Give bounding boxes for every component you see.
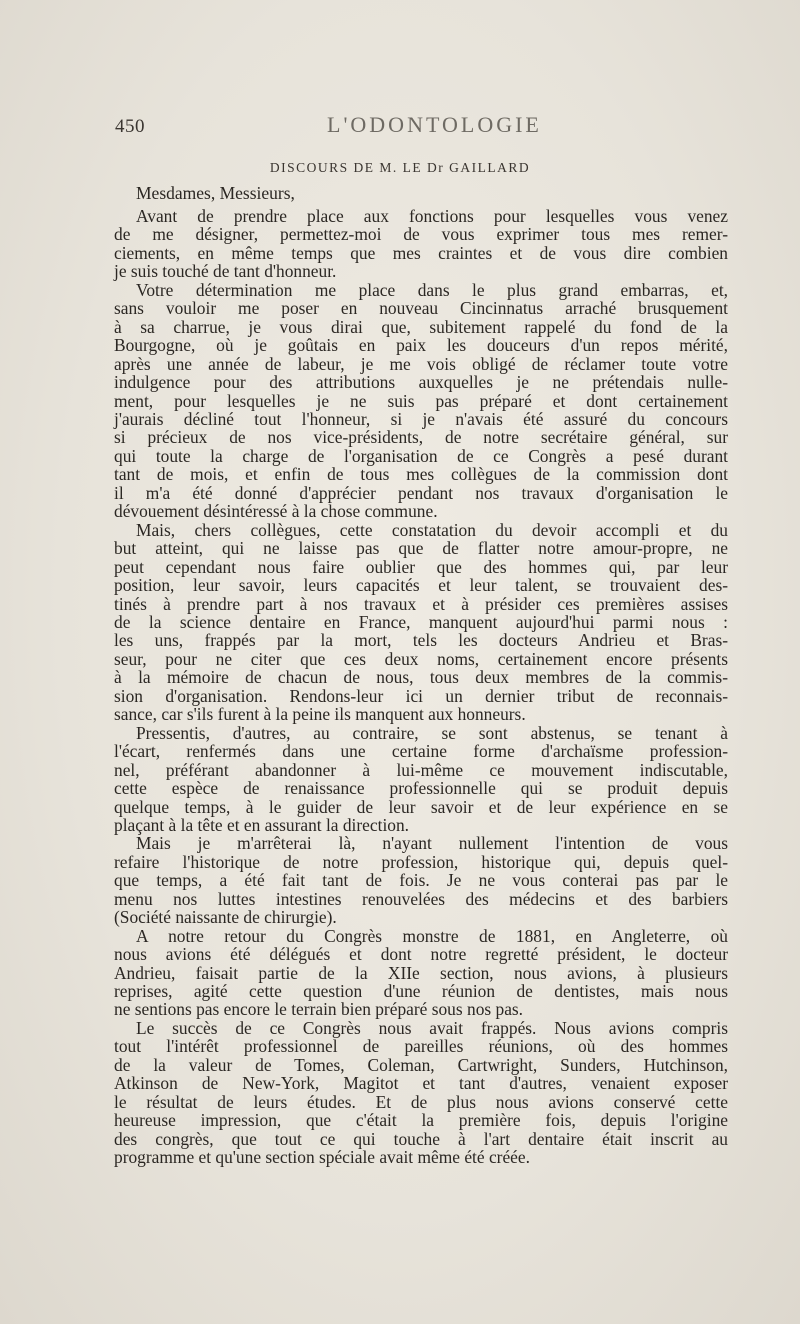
running-head: L'ODONTOLOGIE: [327, 112, 542, 137]
text-line: si précieux de nos vice-présidents, de notre secrétaire général, sur: [114, 427, 728, 448]
text-line: je suis touché de tant d'honneur.: [114, 261, 337, 282]
text-line: seur, pour ne citer que ces deux noms, certainement encore présents: [114, 648, 728, 669]
paragraph: [114, 1019, 728, 1167]
text-line: tout l'intérêt professionnel de pareilles réunions, où des hommes: [114, 1036, 728, 1057]
text-line: nel, préférant abandonner à lui-même ce mouvement indiscutable,: [114, 759, 728, 780]
text-line: Mais je m'arrêterai là, n'ayant nullement l'intention de vous: [136, 833, 728, 854]
text-line: j'aurais décliné tout l'honneur, si je n'avais été assuré du concours: [114, 408, 728, 429]
text-line: dévouement désintéressé à la chose commune.: [114, 501, 438, 522]
text-line: à la mémoire de chacun de nous, tous deux membres de la commis-: [114, 667, 728, 688]
text-line: cette espèce de renaissance professionnelle qui se produit depuis: [114, 778, 728, 799]
text-line: plaçant à la tête et en assurant la direction.: [114, 814, 410, 835]
text-line: Votre détermination me place dans le plus grand embarras, et,: [136, 279, 728, 300]
text-line: ment, pour lesquelles je ne suis pas préparé et dont certainement: [114, 390, 728, 411]
text-line: sans vouloir me poser en nouveau Cincinnatus arraché brusquement: [114, 298, 728, 319]
text-line: Atkinson de New-York, Magitot et tant d'autres, venaient exposer: [114, 1073, 728, 1094]
text-line: Le succès de ce Congrès nous avait frappés. Nous avions compris: [136, 1017, 728, 1038]
text-line: il m'a été donné d'apprécier pendant nos travaux d'organisation le: [114, 482, 728, 503]
page-number: 450: [115, 116, 145, 137]
text-line: tant de mois, et enfin de tous mes collègues de la commission dont: [114, 464, 728, 485]
text-line: Pressentis, d'autres, au contraire, se sont abstenus, se tenant à: [136, 722, 728, 743]
paragraph: [114, 521, 728, 724]
text-line: Andrieu, faisait partie de la XIIe section, nous avions, à plusieurs: [114, 962, 728, 983]
text-line: programme et qu'une section spéciale avait même été créée.: [114, 1147, 530, 1168]
text-line: l'écart, renfermés dans une certaine forme d'archaïsme profession-: [114, 741, 728, 762]
text-line: nous avions été délégués et dont notre regretté président, le docteur: [114, 944, 728, 965]
text-line: le résultat de leurs études. Et de plus nous avions conservé cette: [114, 1091, 728, 1112]
text-line: après une année de labeur, je me vois obligé de réclamer toute votre: [114, 353, 728, 374]
text-line: de me désigner, permettez-moi de vous exprimer tous mes remer-: [114, 224, 728, 245]
text-line: refaire l'historique de notre profession, historique qui, depuis quel-: [114, 851, 728, 872]
paragraph: [114, 927, 728, 1019]
text-line: reprises, agité cette question d'une réunion de dentistes, mais nous: [114, 981, 728, 1002]
text-line: que temps, a été fait tant de fois. Je ne vous conterai pas par le: [114, 870, 728, 891]
text-line: (Société naissante de chirurgie).: [114, 907, 337, 928]
page-header: [115, 112, 735, 142]
salutation: Mesdames, Messieurs,: [136, 183, 295, 203]
text-line: Mais, chers collègues, cette constatation du devoir accompli et du: [136, 519, 728, 540]
text-line: ne sentions pas encore le terrain bien préparé sous nos pas.: [114, 999, 524, 1020]
text-line: heureuse impression, que c'était la première fois, depuis l'origine: [114, 1110, 728, 1131]
text-line: sion d'organisation. Rendons-leur ici un dernier tribut de reconnais-: [114, 685, 728, 706]
text-line: de la valeur de Tomes, Coleman, Cartwright, Sunders, Hutchinson,: [114, 1054, 728, 1075]
text-line: A notre retour du Congrès monstre de 1881, en Angleterre, où: [136, 925, 728, 946]
text-line: tinés à prendre part à nos travaux et à présider ces premières assises: [114, 593, 728, 614]
text-line: indulgence pour des attributions auxquelles je ne prétendais nulle-: [114, 372, 728, 393]
text-line: qui toute la charge de l'organisation de ce Congrès a pesé durant: [114, 445, 728, 466]
text-line: Avant de prendre place aux fonctions pour lesquelles vous venez: [136, 206, 728, 226]
paragraph: [114, 724, 728, 835]
paragraph: [114, 207, 728, 281]
speech-title: DISCOURS DE M. LE Dr GAILLARD: [269, 160, 531, 175]
text-line: menu nos luttes intestines renouvelées des médecins et des barbiers: [114, 888, 728, 909]
text-line: peut cependant nous faire oublier que des hommes qui, par leur: [114, 556, 728, 577]
text-line: sance, car s'ils furent à la peine ils manquent aux honneurs.: [114, 704, 526, 725]
text-line: ciements, en même temps que mes craintes et de vous dire combien: [114, 242, 728, 263]
speech-body: [114, 207, 728, 1167]
text-line: quelque temps, à le guider de leur savoir et de leur expérience en se: [114, 796, 728, 817]
text-line: de la science dentaire en France, manquent aujourd'hui parmi nous :: [114, 611, 728, 632]
text-line: les uns, frappés par la mort, tels les docteurs Andrieu et Bras-: [114, 630, 728, 651]
text-line: des congrès, que tout ce qui touche à l'art dentaire était inscrit au: [114, 1128, 728, 1149]
paragraph: [114, 281, 728, 521]
text-line: but atteint, qui ne laisse pas que de flatter notre amour-propre, ne: [114, 538, 728, 559]
paragraph: [114, 834, 728, 926]
text-line: Bourgogne, où je goûtais en paix les douceurs d'un repos mérité,: [114, 335, 728, 356]
text-line: à sa charrue, je vous dirai que, subitement rappelé du fond de la: [114, 316, 728, 337]
text-line: position, leur savoir, leurs capacités et leur talent, se trouvaient des-: [114, 575, 728, 596]
